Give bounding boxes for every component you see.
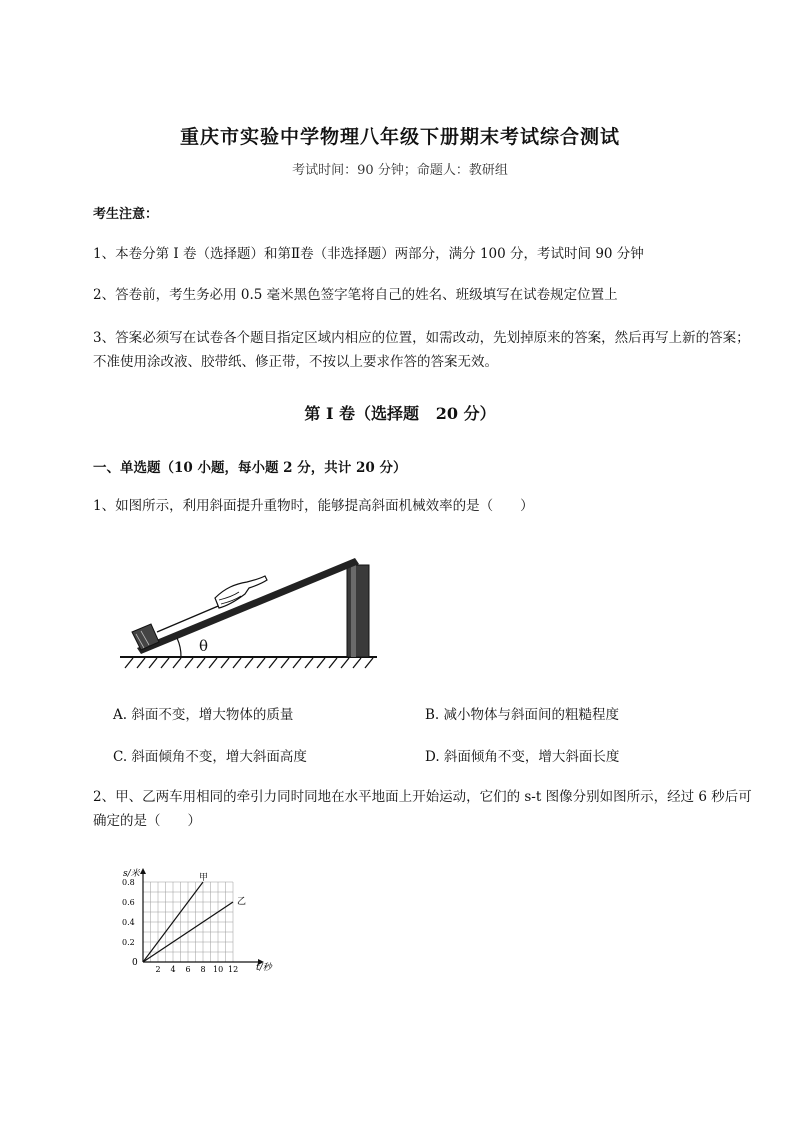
x-tick-label: 4 bbox=[170, 965, 176, 974]
section-title: 第 I 卷（选择题 20 分） bbox=[304, 404, 496, 423]
q1-option-a: A. 斜面不变，增大物体的质量 bbox=[113, 707, 294, 723]
origin-label: 0 bbox=[132, 958, 138, 968]
y-tick-label: 0.6 bbox=[122, 898, 135, 907]
q1-option-b: B. 减小物体与斜面间的粗糙程度 bbox=[425, 707, 620, 723]
exam-info: 考试时间：90 分钟；命题人：教研组 bbox=[292, 163, 508, 178]
support-post bbox=[347, 565, 369, 657]
st-grid bbox=[143, 882, 233, 962]
q1-option-c: C. 斜面倾角不变，增大斜面高度 bbox=[113, 749, 307, 765]
y-axis-label: s/米 bbox=[123, 869, 140, 879]
note-item-1: 1、本卷分第 I 卷（选择题）和第Ⅱ卷（非选择题）两部分，满分 100 分，考试时间 90 分钟 bbox=[93, 246, 644, 262]
st-graph bbox=[112, 864, 282, 978]
question-2-stem: 2、甲、乙两车用相同的牵引力同时同地在水平地面上开始运动，它们的 s-t 图像分别如图所示，经过 6 秒后可确定的是（ ） bbox=[93, 789, 752, 829]
support-post-highlight bbox=[351, 565, 356, 657]
x-tick-label: 8 bbox=[200, 965, 206, 974]
series-label-yi: 乙 bbox=[237, 897, 247, 907]
note-item-3: 3、答案必须写在试卷各个题目指定区域内相应的位置，如需改动，先划掉原来的答案，然后再写上新的答案；不准使用涂改液、胶带纸、修正带，不按以上要求作答的答案无效。 bbox=[93, 330, 750, 370]
y-tick-label: 0.8 bbox=[122, 878, 135, 887]
question-1-stem: 1、如图所示，利用斜面提升重物时，能够提高斜面机械效率的是（ ） bbox=[93, 498, 534, 514]
x-tick-label: 10 bbox=[213, 965, 224, 974]
notes-heading: 考生注意： bbox=[93, 207, 159, 222]
incline-board bbox=[137, 558, 359, 654]
page-title: 重庆市实验中学物理八年级下册期末考试综合测试 bbox=[179, 126, 620, 148]
part-heading: 一、单选题（10 小题，每小题 2 分，共计 20 分） bbox=[93, 460, 407, 476]
y-tick-label: 0.2 bbox=[122, 938, 135, 947]
note-item-2: 2、答卷前，考生务必用 0.5 毫米黑色签字笔将自己的姓名、班级填写在试卷规定位置上 bbox=[93, 287, 618, 303]
q1-option-d: D. 斜面倾角不变，增大斜面长度 bbox=[425, 749, 620, 765]
ground-hatch bbox=[125, 658, 373, 668]
x-tick-label: 6 bbox=[185, 965, 191, 974]
incline-figure bbox=[115, 540, 385, 675]
series-label-jia: 甲 bbox=[199, 873, 209, 883]
x-tick-label: 12 bbox=[228, 965, 239, 974]
x-axis-label: t/秒 bbox=[256, 963, 272, 973]
y-tick-label: 0.4 bbox=[122, 918, 135, 927]
angle-arc bbox=[177, 638, 181, 657]
angle-label: θ bbox=[199, 637, 209, 655]
x-tick-label: 2 bbox=[155, 965, 161, 974]
y-axis-arrow bbox=[140, 868, 146, 874]
